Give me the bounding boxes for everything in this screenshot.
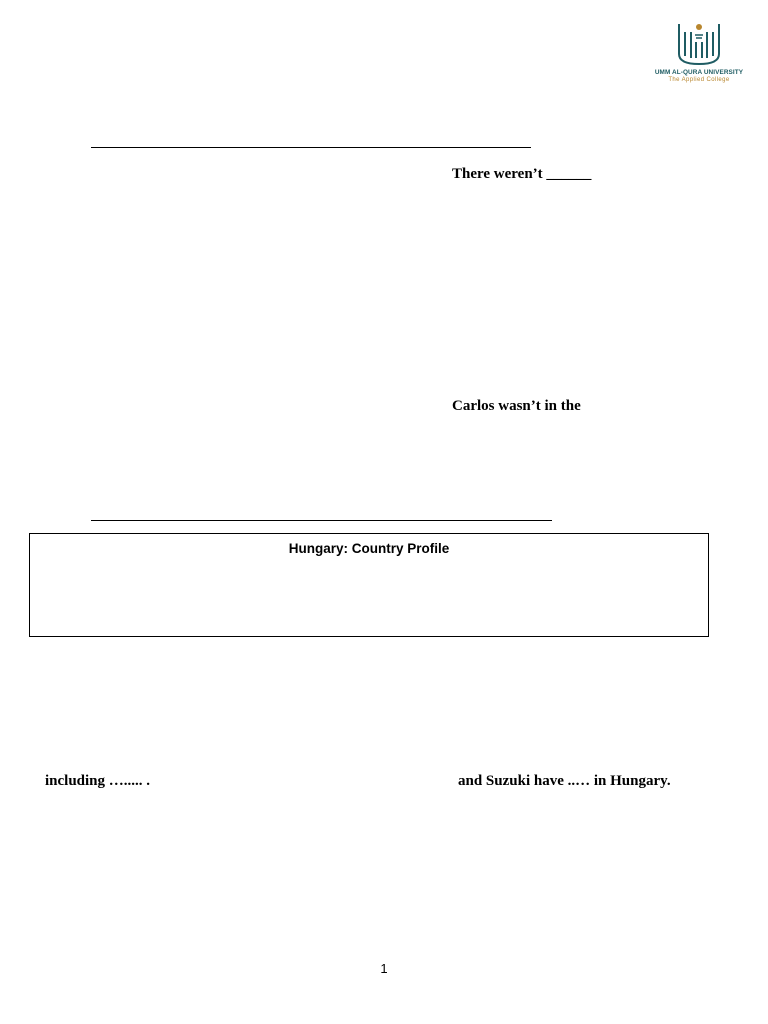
page-number: 1 — [380, 961, 388, 976]
sentence-suzuki: and Suzuki have ..… in Hungary. — [458, 773, 671, 789]
university-logo — [654, 18, 744, 90]
sentence-including: including …..... . — [45, 773, 151, 789]
country-profile-title: Hungary: Country Profile — [288, 541, 450, 556]
college-name: The Applied College — [668, 77, 730, 83]
sentence-carlos: Carlos wasn’t in the — [452, 398, 581, 414]
university-emblem-icon — [676, 18, 722, 68]
answer-line-bottom — [91, 520, 552, 521]
country-profile-box — [29, 533, 709, 637]
answer-line-top — [91, 147, 531, 148]
university-name: UMM AL-QURA UNIVERSITY — [654, 69, 744, 76]
sentence-there-werent: There weren’t ______ — [452, 166, 592, 182]
